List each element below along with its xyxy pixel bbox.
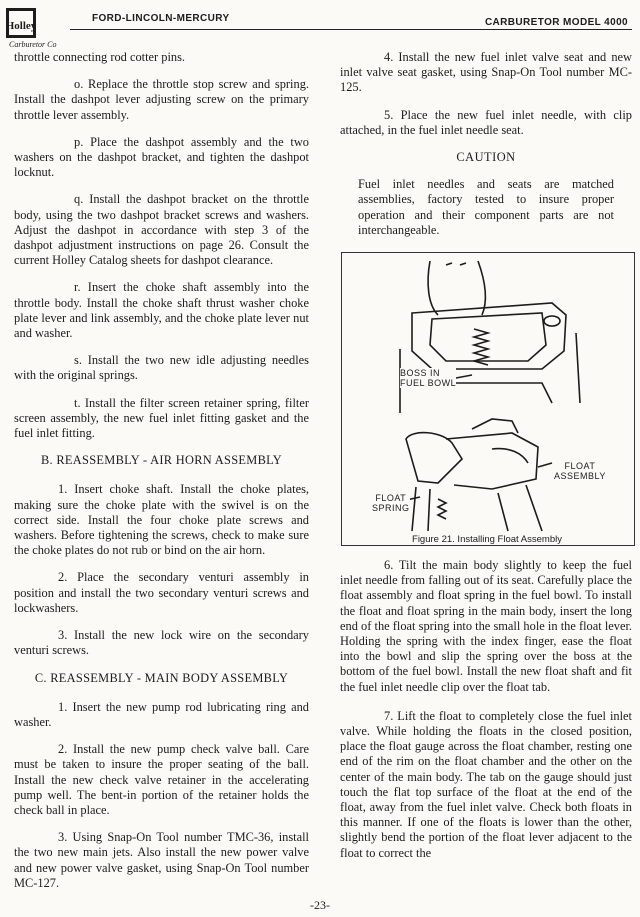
step-t: t. Install the filter screen retainer spring, filter screen assembly, the new fuel inlet fitting gasket and the fuel inlet fitting.	[14, 395, 309, 441]
step-c1: 1. Insert the new pump rod lubricating ring and washer.	[14, 699, 309, 729]
caution-title: CAUTION	[456, 150, 516, 165]
step-o: o. Replace the throttle stop screw and spring. Install the dashpot lever adjusting screw on the primary throttle lever assembly.	[14, 77, 309, 122]
step-c5: 5. Place the new fuel inlet needle, with clip attached, in the fuel inlet needle seat.	[340, 107, 632, 137]
svg-text:Carburetor Co: Carburetor Co	[9, 40, 57, 49]
label-float-spring: FLOAT SPRING	[372, 493, 410, 513]
step-r: r. Insert the choke shaft assembly into the throttle body. Install the choke shaft thrust washer choke plate lever and link assembly, and the choke plate lever nut and washer.	[14, 280, 309, 341]
left-column	[14, 50, 309, 903]
right-column-top	[340, 50, 632, 238]
label-boss-in-fuel-bowl: BOSS IN FUEL BOWL	[400, 368, 457, 388]
holley-logo	[5, 6, 65, 50]
section-heading-air-horn: B. REASSEMBLY - AIR HORN ASSEMBLY	[40, 453, 283, 468]
caution-text: Fuel inlet needles and seats are matched assemblies, factory tested to insure proper operation and their component parts are not interchangeable.	[358, 177, 614, 237]
step-q: q. Install the dashpot bracket on the throttle body, using the two dashpot bracket screws and washers. Adjust the dashpot in accordance with step 3 of the dashpot adjustment instructions on page 26. Consult the current Holley Catalog sheets for dashpot clearance.	[14, 192, 309, 268]
figure-caption: Figure 21. Installing Float Assembly	[412, 534, 562, 545]
step-b2: 2. Place the secondary venturi assembly in position and install the two secondary venturi screws and lockwashers.	[14, 570, 309, 615]
svg-text:Holley: Holley	[5, 20, 37, 32]
step-b1: 1. Insert choke shaft. Install the choke plates, making sure the choke plate with the swivel is on the correct side. Install the four choke plate screws and washers. Before tightening the screws, check to make sure the choke plates do not rub or bind on the air horn.	[14, 482, 309, 558]
header-left-title: FORD-LINCOLN-MERCURY	[92, 13, 230, 24]
float-assembly-illustration	[342, 253, 634, 533]
step-b3: 3. Install the new lock wire on the secondary venturi screws.	[14, 628, 309, 658]
paragraph-continued: throttle connecting rod cotter pins.	[14, 50, 186, 64]
step-c4: 4. Install the new fuel inlet valve seat and new inlet valve seat gasket, using Snap-On Tool number MC-125.	[340, 50, 632, 95]
figure-float-assembly	[341, 252, 635, 546]
step-p: p. Place the dashpot assembly and the two washers on the dashpot bracket, and tighten the dashpot locknut.	[14, 134, 309, 180]
header-rule	[70, 29, 632, 30]
header-right-title: CARBURETOR MODEL 4000	[484, 17, 628, 28]
step-c7: 7. Lift the float to completely close the fuel inlet valve. While holding the floats in the closed position, place the float gauge across the float chamber, resting one end of the rim on the float chamber and the other on the center of the main body. The tab on the gauge should just touch the flat top surface of the float at the end of the float, away from the fuel inlet valve. Check both floats in this manner. If one of the floats is lower than the other, slightly bend the portion of the float lever adjacent to the float to correct the	[340, 708, 632, 860]
section-heading-main-body: C. REASSEMBLY - MAIN BODY ASSEMBLY	[34, 670, 289, 685]
right-column-bottom	[340, 558, 632, 873]
step-c3: 3. Using Snap-On Tool number TMC-36, install the two new main jets. Also install the new power valve and new power valve gasket, using Snap-On Tool number MC-127.	[14, 830, 309, 890]
page-number: -23-	[310, 898, 330, 912]
step-s: s. Install the two new idle adjusting needles with the original springs.	[14, 353, 309, 383]
step-c6: 6. Tilt the main body slightly to keep the fuel inlet needle from falling out of its seat. Carefully place the float assembly and float spring in the fuel bowl. To install the float and float spring in the main body, insert the long end of the float spring into the small hole in the float lever. Holding the spring with the index finger, ease the float into the bowl and slip the spring over the boss at the bottom of the fuel bowl. Install the new float shaft and fit the fuel inlet needle clip over the float tab.	[340, 558, 632, 694]
step-c2: 2. Install the new pump check valve ball. Care must be taken to insure the proper seating of the ball. Install the new check valve retainer in the accelerating pump well. The bent-in portion of the retainer holds the check ball in place.	[14, 742, 309, 817]
label-float-assembly: FLOAT ASSEMBLY	[554, 461, 606, 481]
